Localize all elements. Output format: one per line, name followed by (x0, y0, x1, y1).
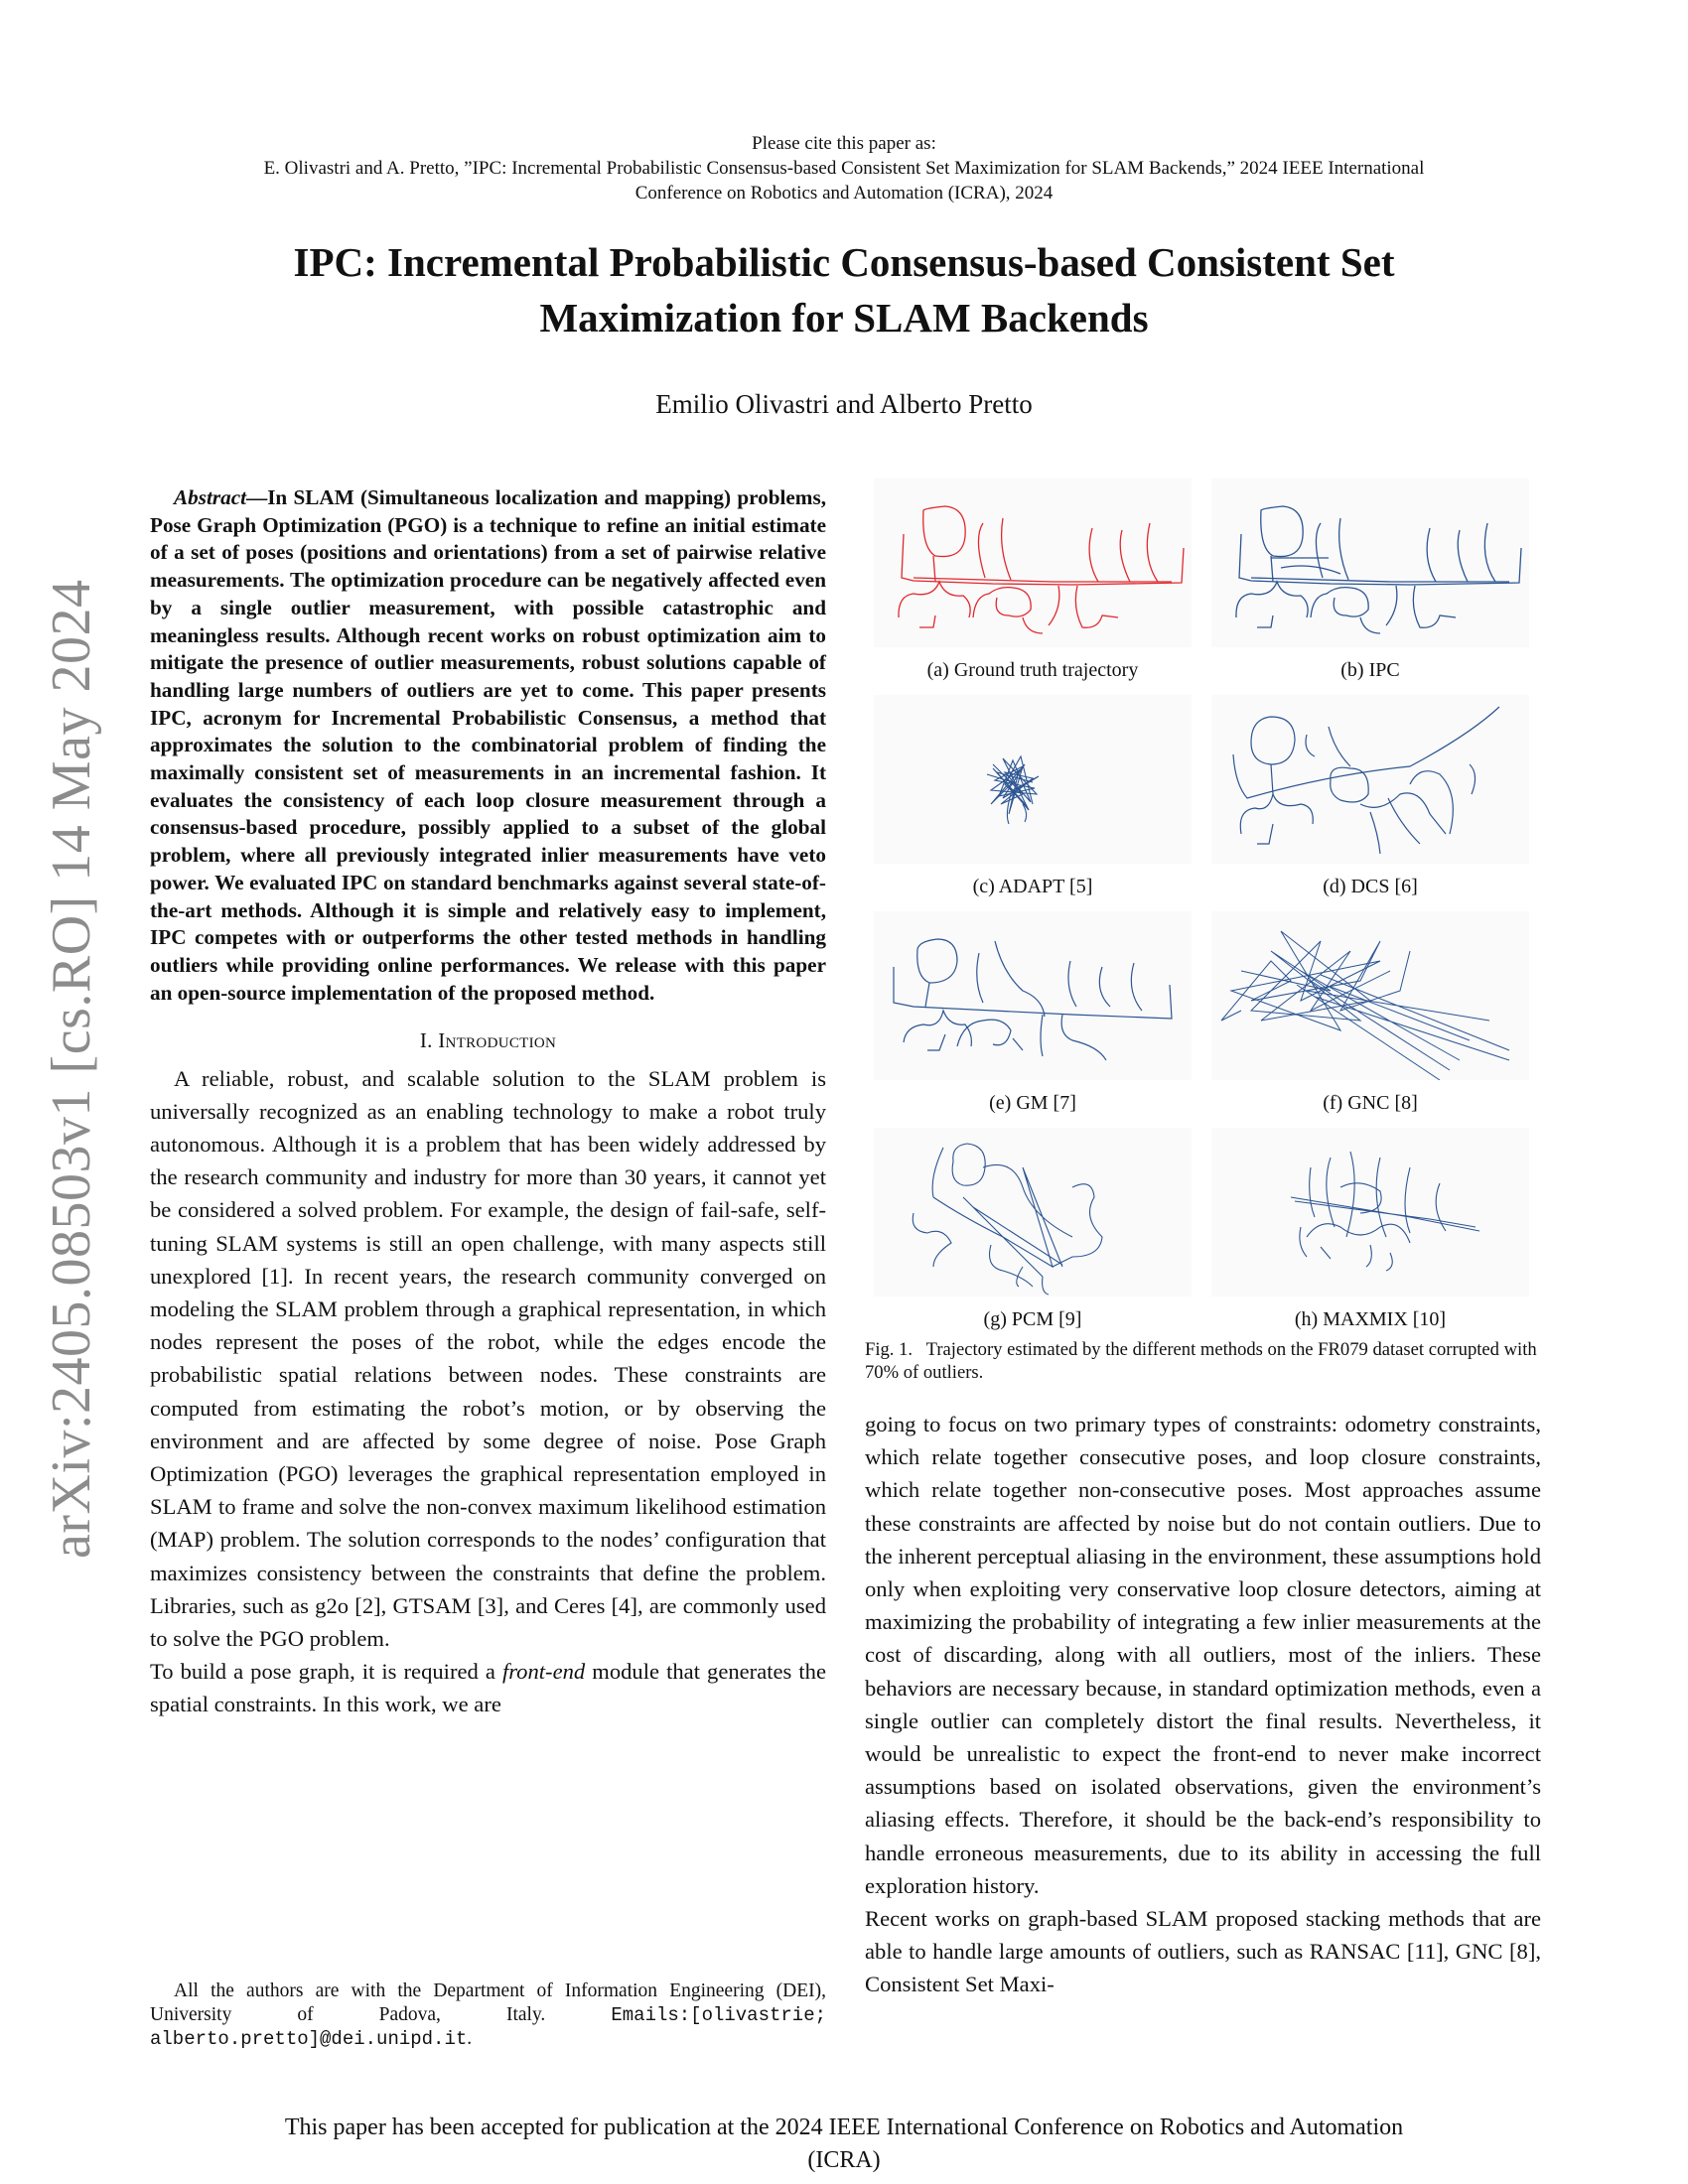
footnote-end: . (467, 2028, 473, 2049)
caption-d: (d) DCS [6] (1323, 876, 1418, 897)
paper-title (199, 234, 1489, 345)
abstract-dash: — (246, 485, 268, 509)
panel-c-adapt (874, 695, 1192, 864)
intro-paragraph-1: A reliable, robust, and scalable solution to the SLAM problem is universally recognized as an enabling technology to make a robot truly autonomous. Although it is a problem that has been widely addressed by the research community and industry for more than 30 years, it cannot yet be considered a solved problem. For example, the design of fail-safe, self-tuning SLAM systems is still an open challenge, with many aspects still unexplored [1]. In recent years, the research community converged on modeling the SLAM problem through a graphical representation, in which nodes represent the poses of the robot, while the edges encode the probabilistic spatial relations between nodes. These constraints are computed from estimating the robot’s motion, or by observing the environment and are affected by some degree of noise. Pose Graph Optimization (PGO) leverages the graphical representation employed in SLAM to frame and solve the non-convex maximum likelihood estimation (MAP) problem. The solution corresponds to the nodes’ configuration that maximizes consistency between the constraints that define the problem. Libraries, such as g2o [2], GTSAM [3], and Ceres [4], are commonly used to solve the PGO problem. (150, 1065, 826, 1652)
panel-f-gnc (1211, 911, 1529, 1080)
intro-paragraph-3: Recent works on graph-based SLAM proposed stacking methods that are able to handle large amounts of outliers, such as RANSAC [11], GNC [8], Consistent Set Maxi- (865, 1906, 1541, 1997)
para2-emphasis: front-end (501, 1659, 586, 1685)
caption-c: (c) ADAPT [5] (972, 876, 1093, 897)
footnote-emails: Emails:[olivastrie; alberto.pretto]@dei.unipd.it (150, 2004, 826, 2050)
para2-text-b: module that generates the spatial constraints. In this work, we are (150, 1659, 826, 1717)
caption-b: (b) IPC (1340, 659, 1400, 681)
citation-line-1: E. Olivastri and A. Pretto, ”IPC: Incremental Probabilistic Consensus-based Consistent Set Maximization for SLAM Backends,” 2024 IEEE International (263, 158, 1425, 179)
para2-text-a: To build a pose graph, it is required a (150, 1659, 502, 1685)
panel-a-ground-truth (874, 478, 1192, 647)
trajectory-plot-adapt (874, 695, 1192, 864)
abstract-text: In SLAM (Simultaneous localization and mapping) problems, Pose Graph Optimization (PGO) is a technique to refine an initial estimate of a set of poses (positions and orientations) from a set of pairwise relative measurements. The optimization procedure can be negatively affected even by a single outlier measurement, with possible catastrophic and meaningless results. Although recent works on robust optimization aim to mitigate the presence of outlier measurements, robust solutions capable of handling large numbers of outliers are yet to come. This paper presents IPC, acronym for Incremental Probabilistic Consensus, a method that approximates the solution to the combinatorial problem of finding the maximally consistent set of measurements in an incremental fashion. It evaluates the consistency of each loop closure measurement through a consensus-based procedure, possibly applied to a subset of the global problem, where all previously integrated inlier measurements have veto power. We evaluated IPC on standard benchmarks against several state-of-the-art methods. Although it is simple and relatively easy to implement, IPC competes with or outperforms the other tested methods in handling outliers while providing online performances. We release with this paper an open-source implementation of the proposed method. (150, 485, 826, 1005)
abstract (150, 484, 826, 1007)
right-column (865, 1408, 1541, 2001)
caption-h: (h) MAXMIX [10] (1294, 1308, 1447, 1330)
footnote-text: All the authors are with the Department of Information Engineering (DEI), University of Padova, Italy. (150, 1980, 826, 2025)
figure-1-caption (865, 1338, 1550, 1384)
intro-paragraph-2 (150, 1655, 826, 1720)
panel-b-ipc (1211, 478, 1529, 647)
panel-h-maxmix (1211, 1128, 1529, 1297)
trajectory-plot-ipc (1211, 478, 1529, 647)
panel-e-gm (874, 911, 1192, 1080)
citation-line-2: Conference on Robotics and Automation (ICRA), 2024 (634, 183, 1054, 204)
figure-1 (874, 478, 1549, 1392)
trajectory-plot-maxmix (1211, 1128, 1529, 1297)
author-affiliation-footnote (150, 1979, 826, 2051)
footer-line-2: (ICRA) (807, 2147, 881, 2173)
trajectory-plot-gm (874, 911, 1192, 1080)
caption-f: (f) GNC [8] (1323, 1092, 1418, 1114)
panel-d-dcs (1211, 695, 1529, 864)
title-line-2: Maximization for SLAM Backends (539, 295, 1149, 341)
trajectory-plot-dcs (1211, 695, 1529, 864)
trajectory-plot-pcm (874, 1128, 1192, 1297)
caption-e: (e) GM [7] (989, 1092, 1076, 1114)
arxiv-watermark: arXiv:2405.08503v1 [cs.RO] 14 May 2024 (41, 579, 102, 1559)
cite-intro: Please cite this paper as: (752, 133, 936, 154)
authors: Emilio Olivastri and Alberto Pretto (655, 389, 1033, 419)
figure-caption-label: Fig. 1. (865, 1339, 914, 1360)
panel-g-pcm (874, 1128, 1192, 1297)
citation-note (149, 131, 1539, 205)
publication-note (149, 2112, 1539, 2177)
caption-a: (a) Ground truth trajectory (926, 659, 1139, 681)
section-heading-introduction: I. Introduction (419, 1028, 557, 1053)
figure-caption-text: Trajectory estimated by the different methods on the FR079 dataset corrupted with 70% of outliers. (865, 1339, 1537, 1383)
left-column (150, 484, 826, 1721)
intro-paragraph-2-continued: going to focus on two primary types of constraints: odometry constraints, which relate together consecutive poses, and loop closure constraints, which relate together non-consecutive poses. Most approaches assume these constraints are affected by noise but do not contain outliers. Due to the inherent perceptual aliasing in the environment, these assumptions hold only when exploiting very conservative loop closure detectors, aiming at maximizing the probability of integrating a few inlier measurements at the cost of discarding, along with all outliers, most of the inliers. These behaviors are necessary because, in standard optimization methods, even a single outlier can completely distort the final results. Nevertheless, it would be unrealistic to expect the front-end to never make incorrect assumptions based on isolated observations, given the environment’s aliasing effects. Therefore, it should be the back-end’s responsibility to handle erroneous measurements, due to its ability in accessing the full exploration history. (865, 1412, 1541, 1898)
trajectory-plot-ground-truth (874, 478, 1192, 647)
title-line-1: IPC: Incremental Probabilistic Consensus-based Consistent Set (293, 239, 1395, 285)
footer-line-1: This paper has been accepted for publication at the 2024 IEEE International Conference on Robotics and Automation (284, 2115, 1404, 2140)
trajectory-plot-gnc (1211, 911, 1529, 1080)
abstract-label: Abstract (174, 485, 246, 509)
caption-g: (g) PCM [9] (983, 1308, 1082, 1330)
